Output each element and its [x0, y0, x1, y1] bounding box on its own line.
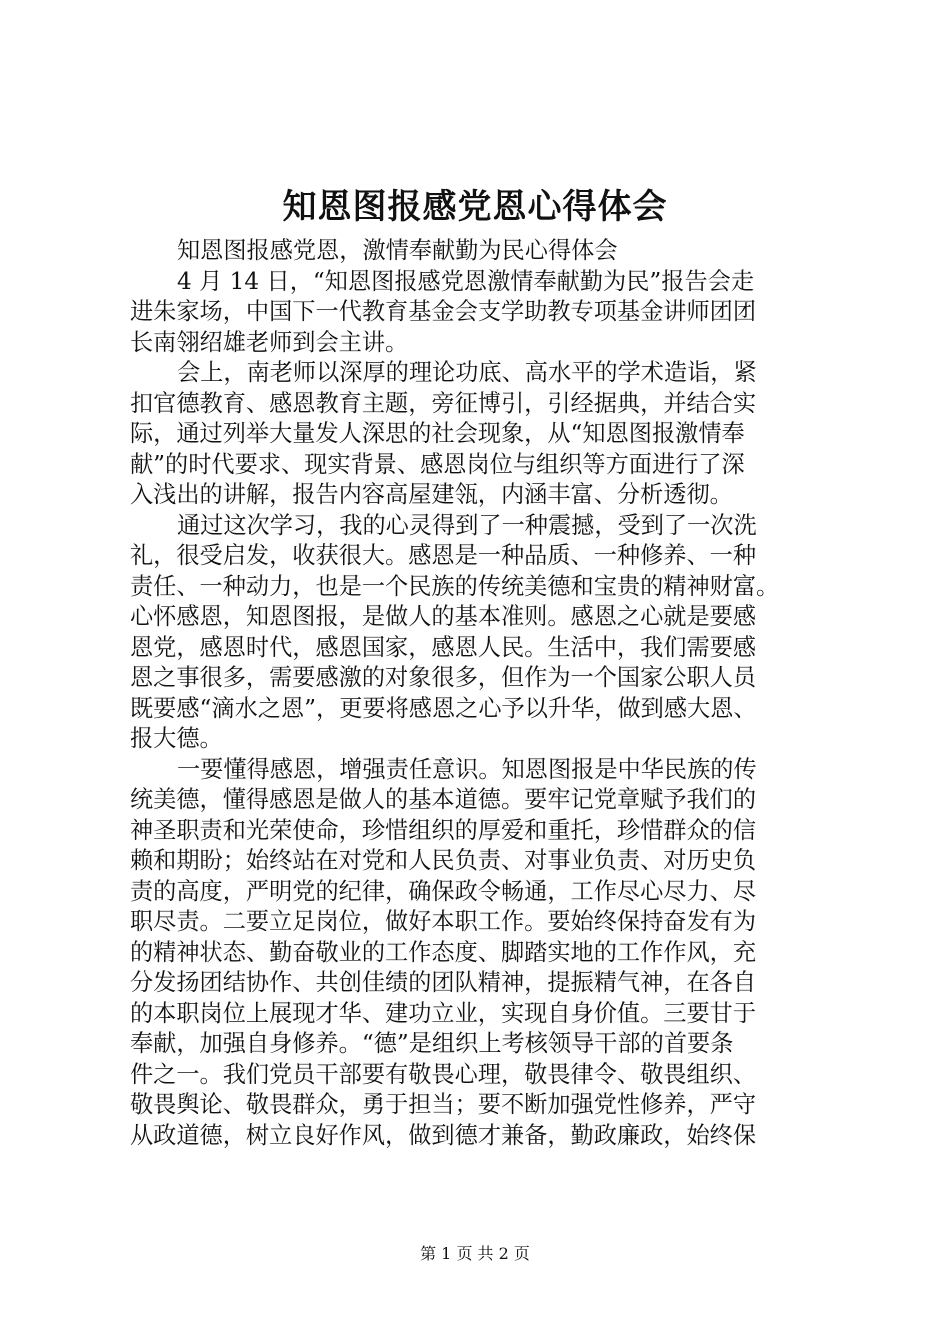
body-line: 责任、一种动力，也是一个民族的传统美德和宝贵的精神财富。 [130, 572, 780, 600]
document-title: 知恩图报感党恩心得体会 [282, 187, 668, 227]
body-line: 责的高度，严明党的纪律，确保政令畅通，工作尽心尽力、尽 [130, 877, 757, 905]
body-line: 进朱家场，中国下一代教育基金会支学助教专项基金讲师团团 [130, 298, 757, 325]
body-line: 恩之事很多，需要感激的对象很多，但作为一个国家公职人员 [130, 664, 757, 691]
body-line: 神圣职责和光荣使命，珍惜组织的厚爱和重托，珍惜群众的信 [130, 816, 757, 844]
body-line: 礼，很受启发，收获很大。感恩是一种品质、一种修养、一种 [130, 542, 757, 569]
body-line: 的本职岗位上展现才华、建功立业，实现自身价值。三要甘于 [130, 999, 757, 1027]
body-line: 4 月 14 日，“知恩图报感党恩激情奉献勤为民”报告会走 [177, 267, 755, 295]
body-line: 献”的时代要求、现实背景、感恩岗位与组织等方面进行了深 [130, 450, 745, 478]
body-line: 从政道德，树立良好作风，做到德才兼备，勤政廉政，始终保 [130, 1121, 757, 1149]
body-line: 际，通过列举大量发人深思的社会现象，从“知恩图报激情奉 [130, 420, 745, 447]
body-line: 入浅出的讲解，报告内容高屋建瓴，内涵丰富、分析透彻。 [130, 481, 733, 508]
body-line: 统美德，懂得感恩是做人的基本道德。要牢记党章赋予我们的 [130, 786, 757, 813]
body-line: 长南翎绍雄老师到会主讲。 [130, 328, 409, 356]
body-line: 件之一。我们党员干部要有敬畏心理，敬畏律令、敬畏组织、 [130, 1060, 757, 1088]
body-line: 既要感“滴水之恩”，更要将感恩之心予以升华，做到感大恩、 [130, 694, 757, 722]
body-line: 奉献，加强自身修养。“德”是组织上考核领导干部的首要条 [130, 1030, 734, 1057]
body-line: 的精神状态、勤奋敬业的工作态度、脚踏实地的工作作风，充 [130, 938, 757, 966]
body-line: 分发扬团结协作、共创佳绩的团队精神，提振精气神，在各自 [130, 969, 757, 996]
body-line: 报大德。 [130, 725, 223, 752]
body-line: 会上，南老师以深厚的理论功底、高水平的学术造诣，紧 [177, 359, 757, 386]
document-body [130, 236, 830, 1151]
body-line: 扣官德教育、感恩教育主题，旁征博引，引经据典，并结合实 [130, 389, 757, 417]
body-line: 知恩图报感党恩，激情奉献勤为民心得体会 [177, 237, 618, 264]
body-line: 职尽责。二要立足岗位，做好本职工作。要始终保持奋发有为 [130, 908, 757, 935]
body-line: 心怀感恩，知恩图报，是做人的基本准则。感恩之心就是要感 [130, 603, 757, 630]
page-footer: 第 1 页 共 2 页 [420, 1244, 530, 1263]
body-line: 通过这次学习，我的心灵得到了一种震撼，受到了一次洗 [177, 511, 757, 539]
body-line: 一要懂得感恩，增强责任意识。知恩图报是中华民族的传 [177, 755, 757, 783]
body-line: 恩党，感恩时代，感恩国家，感恩人民。生活中，我们需要感 [130, 633, 757, 661]
body-line: 敬畏舆论、敬畏群众，勇于担当；要不断加强党性修养，严守 [130, 1091, 757, 1118]
body-line: 赖和期盼；始终站在对党和人民负责、对事业负责、对历史负 [130, 847, 757, 874]
